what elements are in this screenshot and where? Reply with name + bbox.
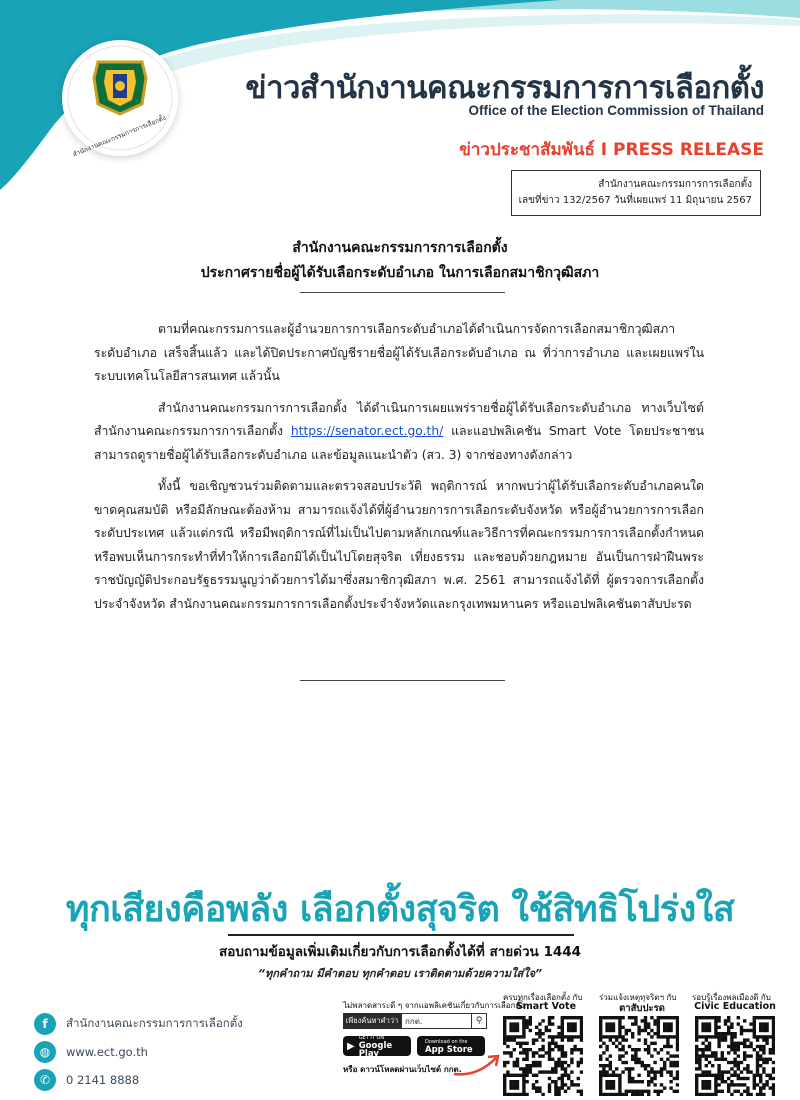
- para2-text-before: สำนักงานคณะกรรมการการเลือกตั้ง ได้ดำเนินการเผยแพร่รายชื่อผู้ได้รับเลือกระดับอำเภอ ทางเว็บไซต์สำนักงานคณะกรรมการการเลือกตั้ง: [94, 400, 704, 438]
- google-play-small: GET IT ON: [358, 1035, 385, 1041]
- org-title-thai: ข่าวสำนักงานคณะกรรมการการเลือกตั้ง: [245, 70, 764, 106]
- press-release-label: ข่าวประชาสัมพันธ์ I PRESS RELEASE: [459, 140, 764, 160]
- contact-facebook[interactable]: [34, 1012, 243, 1036]
- contact-phone-text: 0 2141 8888: [66, 1073, 140, 1087]
- campaign-slogan: ทุกเสียงคือพลัง เลือกตั้งสุจริต ใช้สิทธิโปร่งใส: [65, 889, 735, 930]
- contact-facebook-text: สำนักงานคณะกรรมการการเลือกตั้ง: [66, 1016, 243, 1030]
- qr-caption-smart-vote: ครบทุกเรื่องเลือกตั้ง กับ: [503, 993, 583, 1002]
- app-search-box: [343, 1013, 487, 1029]
- smart-vote-qr-code[interactable]: [503, 1016, 583, 1096]
- search-icon: ⚲: [472, 1013, 487, 1029]
- app-store-label: App Store: [425, 1045, 473, 1055]
- facebook-icon: f: [34, 1013, 56, 1035]
- body-paragraph-1: ตามที่คณะกรรมการและผู้อำนวยการการเลือกระดับอำเภอได้ดำเนินการจัดการเลือกสมาชิกวุฒิสภาระดับอำเภอ เสร็จสิ้นแล้ว และได้ปิดประกาศบัญชีรายชื่อผู้ได้รับเลือกระดับอำเภอ ณ ที่ว่าการอำเภอ และเผยแพร่ในระบบเทคโนโลยีสารสนเทศ แล้วนั้น: [94, 322, 704, 383]
- contact-website-text: www.ect.go.th: [66, 1045, 148, 1059]
- ect-emblem-icon: [62, 40, 178, 156]
- app-promo-note: ไม่พลาดสาระดี ๆ จากแอพลิเคชันเกี่ยวกับการเลือกตั้ง: [343, 1001, 525, 1010]
- hotline-text: สอบถามข้อมูลเพิ่มเติมเกี่ยวกับการเลือกตั้งได้ที่ สายด่วน 1444: [218, 944, 582, 960]
- contact-phone[interactable]: [34, 1068, 139, 1092]
- search-value: กกต.: [401, 1013, 472, 1029]
- tasapparod-qr-code[interactable]: [599, 1016, 679, 1096]
- contact-website[interactable]: [34, 1040, 148, 1064]
- ect-logo: [62, 40, 178, 156]
- reference-number-date: เลขที่ข่าว 132/2567 วันที่เผยแพร่ 11 มิถุนายน 2567: [518, 195, 752, 206]
- press-reference-box: [511, 170, 761, 216]
- body-end-divider: [300, 680, 505, 681]
- qr-title-smart-vote: Smart Vote: [515, 1001, 577, 1012]
- play-store-icon: ▶: [347, 1040, 355, 1052]
- globe-icon: ◍: [34, 1041, 56, 1063]
- google-play-label: Google Play: [358, 1041, 393, 1059]
- qr-caption-tasapparod: ร่วมแจ้งเหตุทุจริตฯ กับ: [599, 993, 677, 1002]
- para2-text-after: และแอปพลิเคชัน Smart Vote โดยประชาชนสามารถดูรายชื่อผู้ได้รับเลือกระดับอำเภอ และข้อมูลแนะนำตัว (สว. 3) จากช่องทางดังกล่าว: [94, 424, 704, 462]
- arrow-icon: [452, 1052, 502, 1078]
- headline-line-1: สำนักงานคณะกรรมการการเลือกตั้ง: [292, 240, 508, 256]
- download-note: หรือ ดาวน์โหลดผ่านเว็บไซต์ กกต.: [343, 1065, 462, 1074]
- headline-line-2: ประกาศรายชื่อผู้ได้รับเลือกระดับอำเภอ ในการเลือกสมาชิกวุฒิสภา: [200, 265, 600, 281]
- hotline-quote: “ทุกคำถาม มีคำตอบ ทุกคำตอบ เราติดตามด้วยความใส่ใจ”: [257, 967, 543, 980]
- search-label: เพียงค้นหาคำว่า: [343, 1013, 401, 1029]
- logo-ring-text: สำนักงานคณะกรรมการการเลือกตั้ง: [71, 113, 168, 156]
- slogan-underline: [228, 934, 574, 936]
- phone-icon: ✆: [34, 1069, 56, 1091]
- body-paragraph-3: ทั้งนี้ ขอเชิญชวนร่วมติดตามและตรวจสอบประวัติ พฤติการณ์ หากพบว่าผู้ได้รับเลือกระดับอำเภอคนใดขาดคุณสมบัติ หรือมีลักษณะต้องห้าม สามารถแจ้งได้ที่ผู้อำนวยการการเลือกระดับจังหวัด หรือผู้อำนวยการการเลือกระดับประเทศ แล้วแต่กรณี หรือมีพฤติการณ์ที่ไม่เป็นไปตามหลักเกณฑ์และวิธีการที่คณะกรรมการการเลือกตั้งกำหนด หรือพบเห็นการกระทำที่ทำให้การเลือกมิได้เป็นไปโดยสุจริต เที่ยงธรรม และชอบด้วยกฎหมาย อันเป็นการฝ่าฝืนพระราชบัญญัติประกอบรัฐธรรมนูญว่าด้วยการได้มาซึ่งสมาชิกวุฒิสภา พ.ศ. 2561 สามารถแจ้งได้ที่ ผู้ตรวจการเลือกตั้งประจำจังหวัด สำนักงานคณะกรรมการการเลือกตั้งประจำจังหวัดและกรุงเทพมหานคร หรือแอปพลิเคชันตาสับปะรด: [94, 479, 704, 611]
- body-paragraph-2: [94, 397, 704, 468]
- qr-title-civic: Civic Education: [694, 1001, 776, 1012]
- headline-divider: [300, 292, 505, 293]
- qr-caption-civic: รอบรู้เรื่องพลเมืองดี กับ: [692, 993, 771, 1002]
- civic-education-qr-code[interactable]: [695, 1016, 775, 1096]
- org-title-english: Office of the Election Commission of Thailand: [468, 103, 764, 118]
- google-play-badge[interactable]: [343, 1035, 411, 1059]
- senator-website-link[interactable]: https://senator.ect.go.th/: [290, 424, 444, 438]
- qr-title-tasapparod: ตาสับปะรด: [619, 1003, 665, 1014]
- reference-office: สำนักงานคณะกรรมการการเลือกตั้ง: [598, 179, 752, 190]
- press-release-body: [94, 318, 704, 624]
- app-store-small: Download on the: [425, 1039, 468, 1045]
